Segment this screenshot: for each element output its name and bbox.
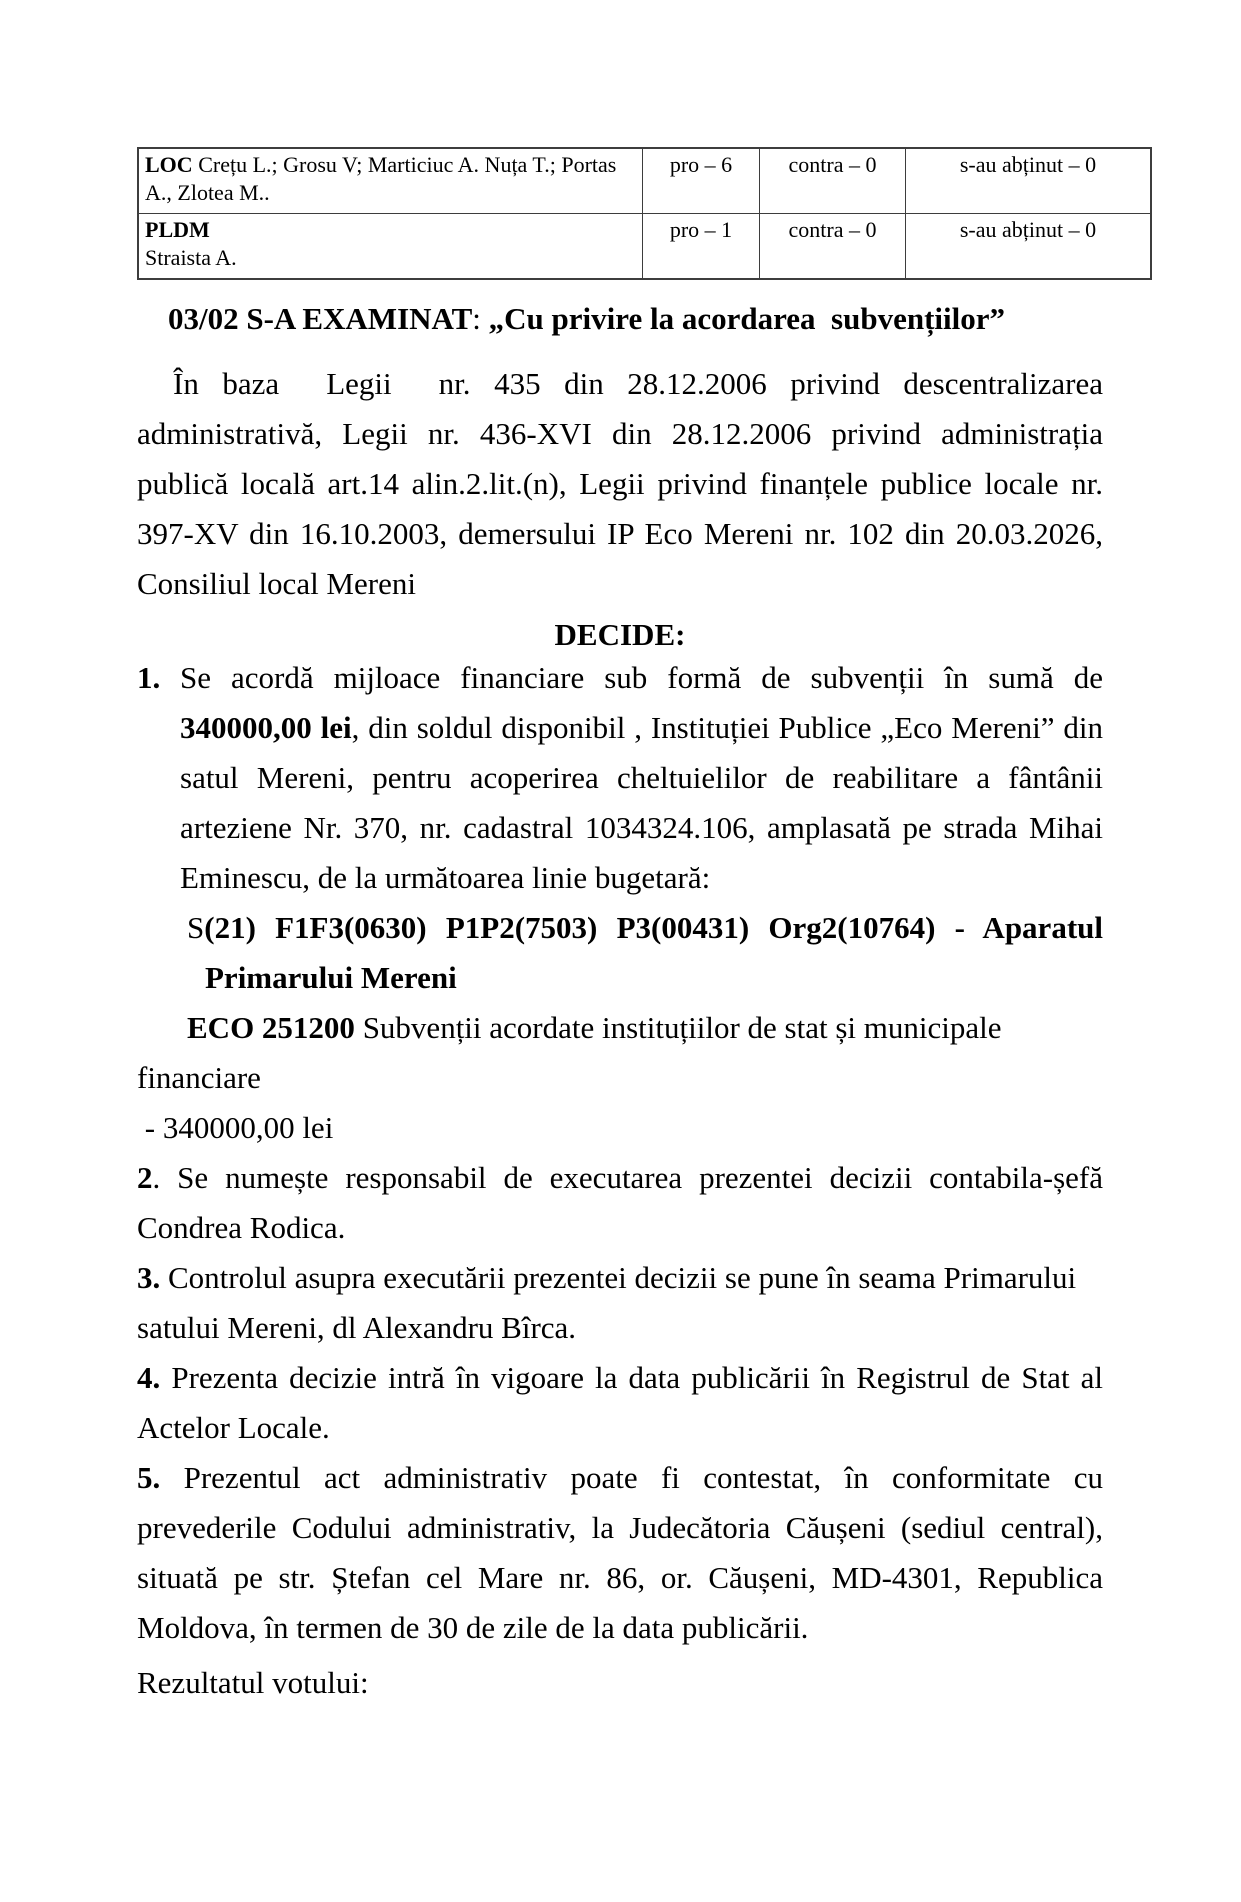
budget-line [137, 903, 1103, 1003]
faction-name: PLDM [145, 217, 210, 242]
faction-members: Straista A. [145, 245, 237, 270]
item-text: Controlul asupra executării prezentei decizii se pune în seama Primarului [160, 1260, 1077, 1295]
decide-heading: DECIDE: [554, 617, 686, 652]
item-number: 3. [137, 1260, 161, 1295]
eco-line [137, 1003, 1103, 1153]
intro-paragraph: În baza Legii nr. 435 din 28.12.2006 privind descentralizarea administrativă, Legii nr. 436-XVI din 28.12.2006 privind administrația publică locală art.14 alin.2.lit.(n), Legii privind finanțele publice locale nr. 397-XV din 16.10.2003, demersului IP Eco Mereni nr. 102 din 20.03.2026, Consiliul local Mereni [137, 366, 1111, 601]
abstained-cell: s-au abținut – 0 [906, 214, 1152, 280]
vote-table-row-loc [138, 148, 1151, 214]
decision-item-3 [137, 1253, 1103, 1353]
faction-cell [138, 214, 643, 280]
item-text: Prezentul act administrativ poate fi contestat, în conformitate cu prevederile Codului administrativ, la Judecătoria Căușeni (sediul central), situată pe str. Ștefan cel Mare nr. 86, or. Căușeni, MD-4301, Republica Moldova, în termen de 30 de zile de la data publicării. [137, 1460, 1103, 1645]
item-text: . Se numește responsabil de executarea prezentei decizii contabila-șefă Condrea Rodica. [137, 1160, 1103, 1245]
decision-item-4 [137, 1353, 1103, 1453]
vote-results-table [137, 147, 1152, 280]
heading-number-title: 03/02 S-A EXAMINAT [168, 301, 473, 336]
faction-cell [138, 148, 643, 214]
document-page [0, 147, 1241, 1768]
eco-amount: - 340000,00 lei [137, 1110, 334, 1145]
abstained-cell: s-au abținut – 0 [906, 148, 1152, 214]
item-text: Prezenta decizie intră în vigoare la data publicării în Registrul de Stat al Actelor Locale. [137, 1360, 1103, 1445]
decision-item-5 [137, 1453, 1103, 1653]
item-text: satului Mereni, dl Alexandru Bîrca. [137, 1310, 577, 1345]
faction-members: Crețu L.; Grosu V; Marticiuc A. Nuța T.; Portas A., Zlotea M.. [145, 152, 617, 205]
item-number: 4. [137, 1360, 161, 1395]
faction-name: LOC [145, 152, 193, 177]
contra-cell: contra – 0 [760, 148, 906, 214]
vote-table-row-pldm [138, 214, 1151, 280]
pro-cell: pro – 6 [643, 148, 760, 214]
decision-item-2 [137, 1153, 1103, 1253]
heading-quoted-title: „Cu privire la acordarea subvențiilor” [488, 301, 1006, 336]
pro-cell: pro – 1 [643, 214, 760, 280]
contra-cell: contra – 0 [760, 214, 906, 280]
item-number: 5. [137, 1460, 161, 1495]
amount-bold: 340000,00 lei [180, 710, 352, 745]
vote-result-label: Rezultatul votului: [137, 1665, 369, 1700]
item-number: 2 [137, 1160, 153, 1195]
eco-text: Subvenții acordate instituțiilor de stat și municipale financiare [137, 1010, 1018, 1095]
budget-codes: (21) F1F3(0630) P1P2(7503) P3(00431) Org2(10764) - Aparatul Primarului Mereni [204, 910, 1103, 995]
item-number: 1. [137, 660, 161, 695]
budget-s-prefix: S [187, 910, 205, 945]
section-heading [137, 294, 1103, 344]
heading-colon: : [472, 301, 489, 336]
item-text: , din soldul disponibil , Instituției Publice „Eco Mereni” din satul Mereni, pentru acoperirea cheltuielilor de reabilitare a fântânii arteziene Nr. 370, nr. cadastral 1034324.106, amplasată pe strada Mihai Eminescu, de la următoarea linie bugetară: [180, 710, 1103, 895]
item-text: Se acordă mijloace financiare sub formă de subvenții în sumă de [180, 660, 1103, 695]
decision-item-1 [137, 653, 1103, 903]
eco-code: ECO 251200 [187, 1010, 355, 1045]
